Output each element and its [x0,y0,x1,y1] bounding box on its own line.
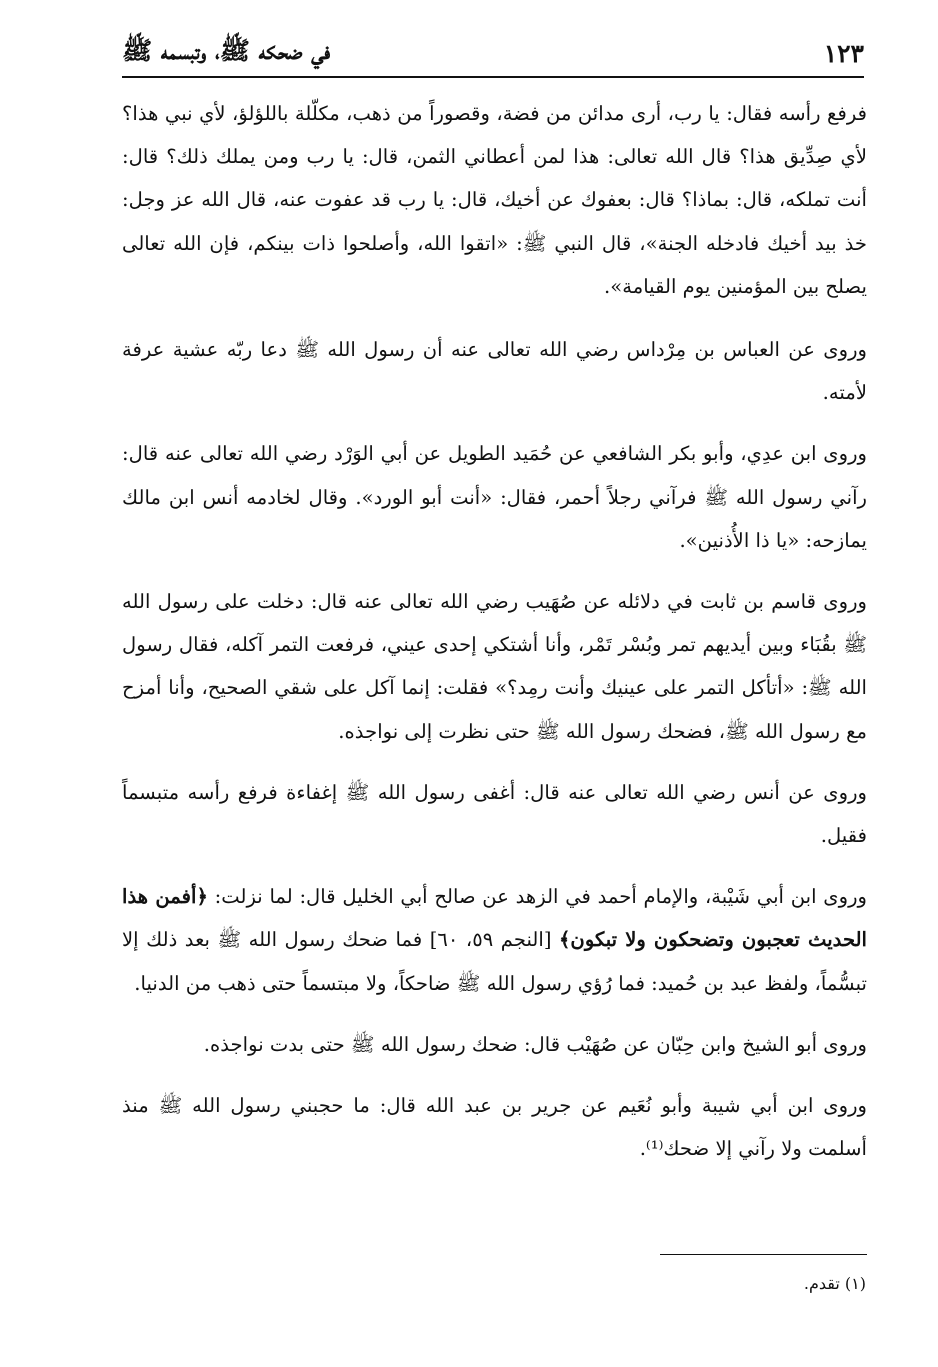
footnote-divider [660,1254,867,1255]
header-divider [122,76,864,78]
paragraph-6-intro: وروى ابن أبي شَيْبة، والإمام أحمد في الزهد عن صالح أبي الخليل قال: لما نزلت: [207,885,867,909]
page-number: ١٢٣ [823,38,864,68]
paragraph-2: وروى عن العباس بن مِرْداس رضي الله تعالى عنه أن رسول الله ﷺ دعا ربّه عشية عرفة لأمته. [122,338,867,405]
paragraph-1: فرفع رأسه فقال: يا رب، أرى مدائن من فضة، وقصوراً من ذهب، مكلّلة باللؤلؤ، لأي نبي هذا؟ لأي صِدِّيق هذا؟ قال الله تعالى: هذا لمن أعطاني الثمن، قال: يا رب ومن يملك ذلك؟ قال: أنت تملكه، قال: بماذا؟ قال: بعفوك عن أخيك، قال: يا رب قد عفوت عنه، قال الله عز وجل: خذ بيد أخيك فادخله الجنة»، قال النبي ﷺ: «اتقوا الله، وأصلحوا ذات بينكم، فإن الله تعالى يصلح بين المؤمنين يوم القيامة». [122,102,867,298]
running-title: في ضحكه ﷺ، وتبسمه ﷺ [122,35,331,65]
paragraph-5: وروى عن أنس رضي الله تعالى عنه قال: أغفى رسول الله ﷺ إغفاءة فرفع رأسه متبسماً فقيل. [122,780,867,848]
paragraph-8: وروى ابن أبي شيبة وأبو نُعَيم عن جرير بن عبد الله قال: ما حجبني رسول الله ﷺ منذ أسلمت ولا رآني إلا ضحك⁽¹⁾. [122,1094,867,1161]
main-text [122,92,867,1188]
page-header [122,28,864,78]
paragraph-6-rest: [النجم ٥٩، ٦٠] فما ضحك رسول الله ﷺ بعد ذلك إلا تبسُّماً، ولفظ عبد بن حُميد: فما رُؤي رسول الله ﷺ ضاحكاً، ولا مبتسماً حتى ذهب من الدنيا. [122,928,867,995]
paragraph-6 [122,875,867,1005]
quran-verse: ﴿أفمن هذا الحديث تعجبون وتضحكون ولا تبكون﴾ [122,885,867,952]
paragraph-3: وروى ابن عدِي، وأبو بكر الشافعي عن حُمَيد الطويل عن أبي الوَرْد رضي الله تعالى عنه قال: رآني رسول الله ﷺ فرآني رجلاً أحمر، فقال: «أنت أبو الورد». وقال لخادمه أنس ابن مالك يمازحه: «يا ذا الأُذنين». [122,442,867,552]
footnote: (١) تقدم. [803,1274,866,1293]
paragraph-4: وروى قاسم بن ثابت في دلائله عن صُهَيب رضي الله تعالى عنه قال: دخلت على رسول الله ﷺ بقُبَاء وبين أيديهم تمر وبُسْر تَمْر، وأنا أشتكي إحدى عيني، فرفعت التمر آكله، فقال رسول الله ﷺ: «أتأكل التمر على عينيك وأنت رمِد؟» فقلت: إنما آكل على شقي الصحيح، وأنا أمزح مع رسول الله ﷺ، فضحك رسول الله ﷺ حتى نظرت إلى نواجذه. [122,590,867,743]
paragraph-7: وروى أبو الشيخ وابن حِبّان عن صُهَيْب قال: ضحك رسول الله ﷺ حتى بدت نواجذه. [203,1032,867,1056]
